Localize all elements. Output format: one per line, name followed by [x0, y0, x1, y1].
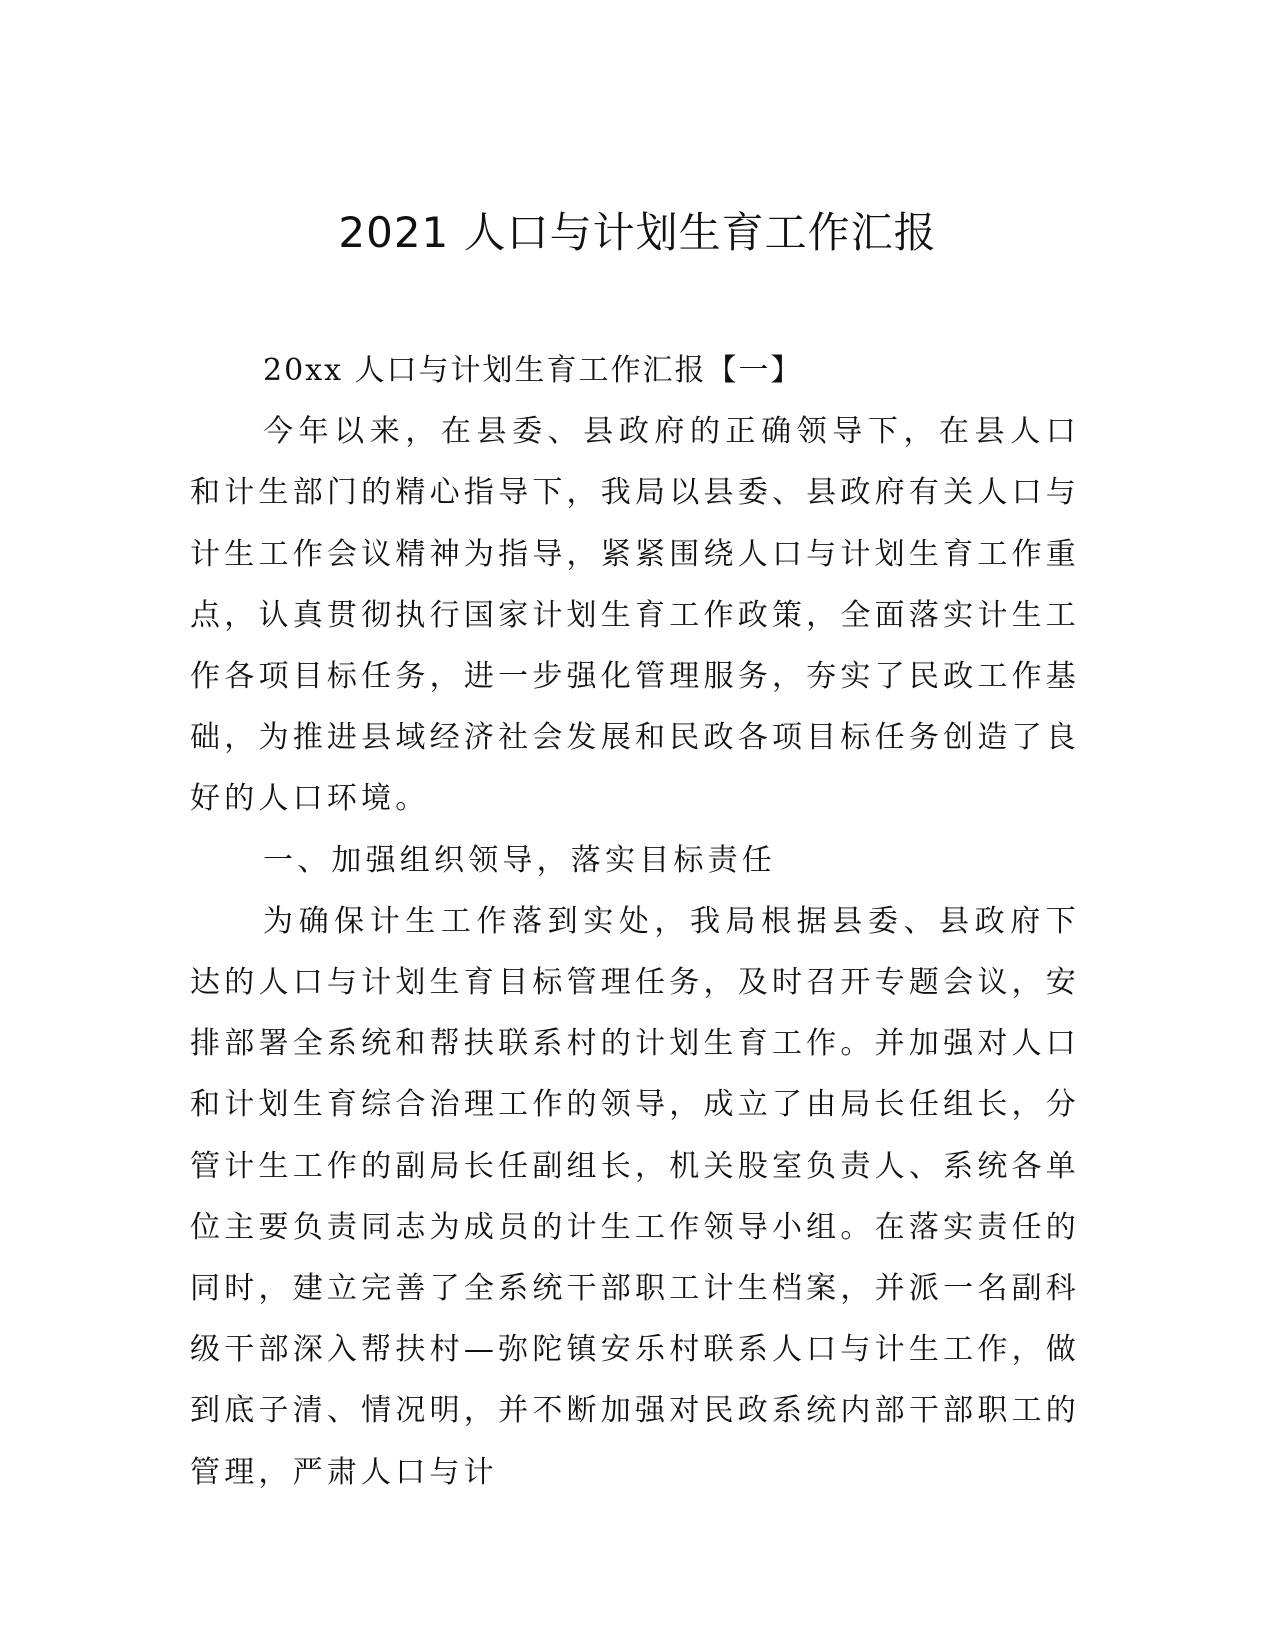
document-title: 2021 人口与计划生育工作汇报 — [338, 208, 937, 257]
section-one-heading: 一、加强组织领导，落实目标责任 — [263, 842, 776, 878]
section-heading: 20xx 人口与计划生育工作汇报【一】 — [263, 353, 803, 388]
intro-paragraph: 今年以来，在县委、县政府的正确领导下，在县人口和计生部门的精心指导下，我局以县委、县政府有关人口与计生工作会议精神为指导，紧紧围绕人口与计划生育工作重点，认真贯彻执行国家计划生育工作政策，全面落实计生工作各项目标任务，进一步强化管理服务，夯实了民政工作基础，为推进县域经济社会发展和民政各项目标任务创造了良好的人口环境。 — [190, 414, 1080, 817]
document-body — [190, 340, 1080, 1503]
section-one-paragraph: 为确保计生工作落到实处，我局根据县委、县政府下达的人口与计划生育目标管理任务，及时召开专题会议，安排部署全系统和帮扶联系村的计划生育工作。并加强对人口和计划生育综合治理工作的领导，成立了由局长任组长，分管计生工作的副局长任副组长，机关股室负责人、系统各单位主要负责同志为成员的计生工作领导小组。在落实责任的同时，建立完善了全系统干部职工计生档案，并派一名副科级干部深入帮扶村—弥陀镇安乐村联系人口与计生工作，做到底子清、情况明，并不断加强对民政系统内部干部职工的管理，严肃人口与计 — [190, 903, 1080, 1490]
